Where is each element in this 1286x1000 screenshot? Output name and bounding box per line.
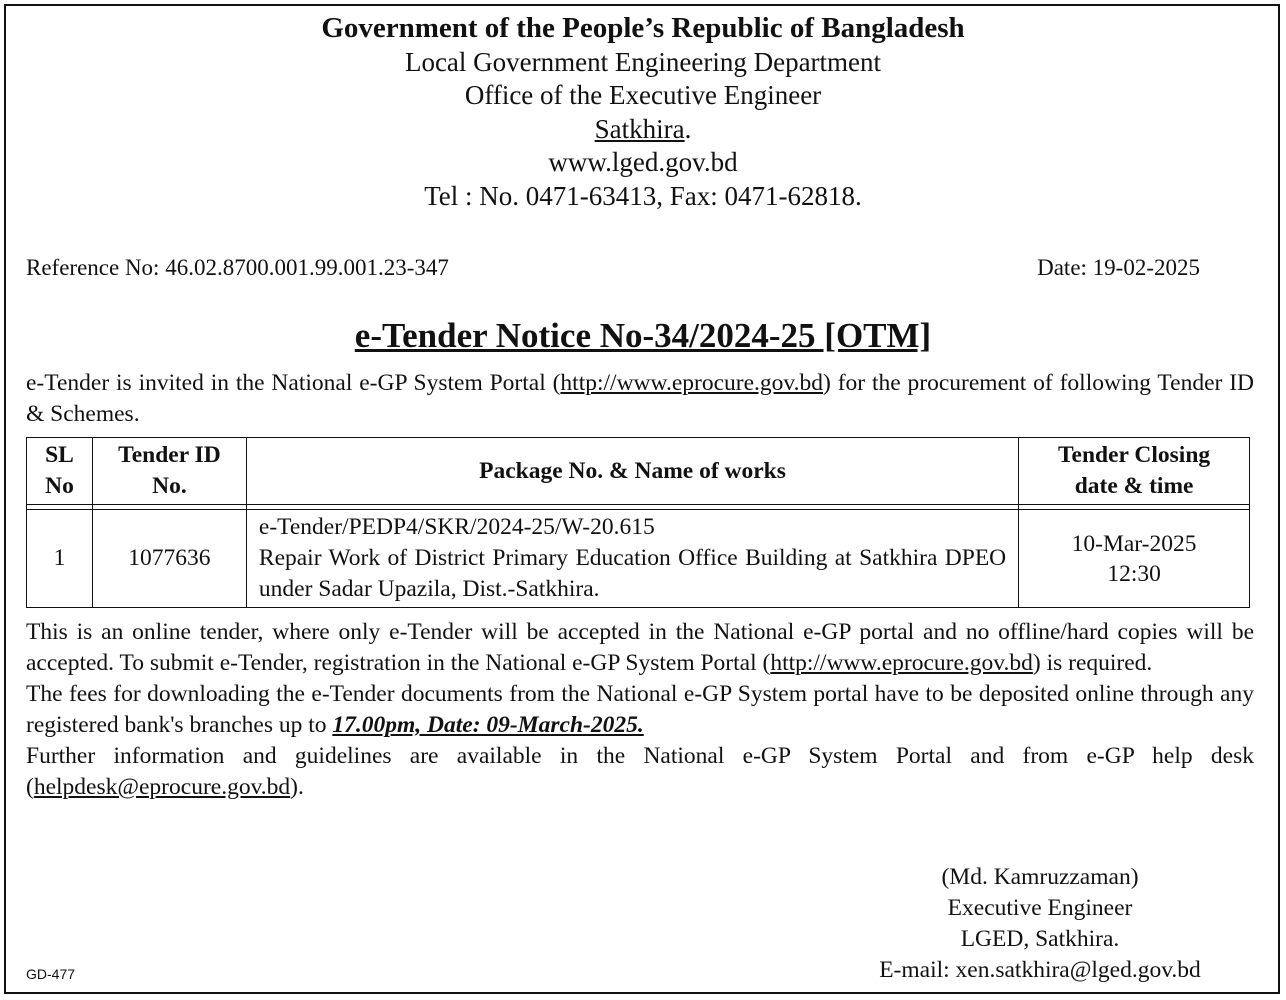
notice-title: e-Tender Notice No-34/2024-25 [OTM] (354, 316, 932, 355)
notice-body (26, 617, 1254, 803)
intro-text-after: ) for the procurement of following Tender ID & Schemes. (26, 370, 1255, 427)
location-name: Satkhira (594, 113, 685, 144)
tender-table (26, 437, 1250, 608)
location-suffix: . (684, 113, 692, 144)
footer-code: GD-477 (26, 966, 76, 982)
reference-number: Reference No: 46.02.8700.001.99.001.23-347 (26, 255, 449, 280)
header-sl-no: SL No (27, 438, 93, 505)
signatory-email[interactable]: E-mail: xen.satkhira@lged.gov.bd (879, 957, 1201, 983)
intro-text-before: e-Tender is invited in the National e-GP System Portal ( (26, 370, 561, 396)
signatory-office: LGED, Satkhira. (960, 926, 1120, 952)
signatory-name: (Md. Kamruzzaman) (941, 864, 1139, 890)
table-header-row (27, 438, 1250, 505)
cell-closing (1019, 510, 1250, 608)
cell-tender-id: 1077636 (92, 510, 246, 608)
contact-numbers: Tel : No. 0471-63413, Fax: 0471-62818. (424, 180, 862, 211)
intro-paragraph (26, 368, 1254, 430)
cell-package (246, 510, 1018, 608)
office-name: Office of the Executive Engineer (464, 80, 822, 110)
fee-deadline: 17.00pm, Date: 09-March-2025. (332, 712, 644, 738)
closing-time: 12:30 (1107, 560, 1161, 587)
signatory-designation: Executive Engineer (947, 895, 1133, 921)
office-location (0, 113, 1286, 147)
helpdesk-email-link[interactable]: helpdesk@eprocure.gov.bd (33, 774, 291, 800)
work-name: Repair Work of District Primary Education Office Building at Satkhira DPEO under Sadar Upazila, Dist.-Satkhira. (258, 545, 1007, 602)
table-row (27, 510, 1250, 608)
signature-block (800, 862, 1280, 986)
cell-sl: 1 (27, 510, 93, 608)
header-package: Package No. & Name of works (246, 438, 1018, 505)
eprocure-link-2[interactable]: http://www.eprocure.gov.bd (770, 650, 1033, 676)
header-tender-id: Tender ID No. (92, 438, 246, 505)
package-number: e-Tender/PEDP4/SKR/2024-25/W-20.615 (258, 514, 655, 540)
reference-date: Date: 19-02-2025 (1037, 255, 1200, 280)
online-tender-paragraph: This is an online tender, where only e-Tender will be accepted in the National e-GP portal and no offline/hard copies will be accepted. To submit e-Tender, registration in the National e-GP System Portal (http://www.eprocure.gov.bd) is required. (26, 619, 1254, 676)
website[interactable]: www.lged.gov.bd (548, 147, 738, 177)
helpdesk-paragraph: Further information and guidelines are available in the National e-GP System Portal and from e-GP help desk (helpdesk@eprocure.gov.bd). (26, 743, 1254, 800)
department-name: Local Government Engineering Department (404, 46, 882, 77)
fees-paragraph: The fees for downloading the e-Tender documents from the National e-GP System portal have to be deposited online through any registered bank's branches up to 17.00pm, Date: 09-March-2025. (26, 681, 1254, 738)
closing-date: 10-Mar-2025 (1071, 530, 1197, 557)
header-closing: Tender Closing date & time (1019, 438, 1250, 505)
eprocure-link[interactable]: http://www.eprocure.gov.bd (560, 370, 823, 396)
government-title: Government of the People’s Republic of Bangladesh (321, 12, 965, 44)
reference-line (26, 255, 1200, 281)
letterhead (0, 12, 1286, 213)
